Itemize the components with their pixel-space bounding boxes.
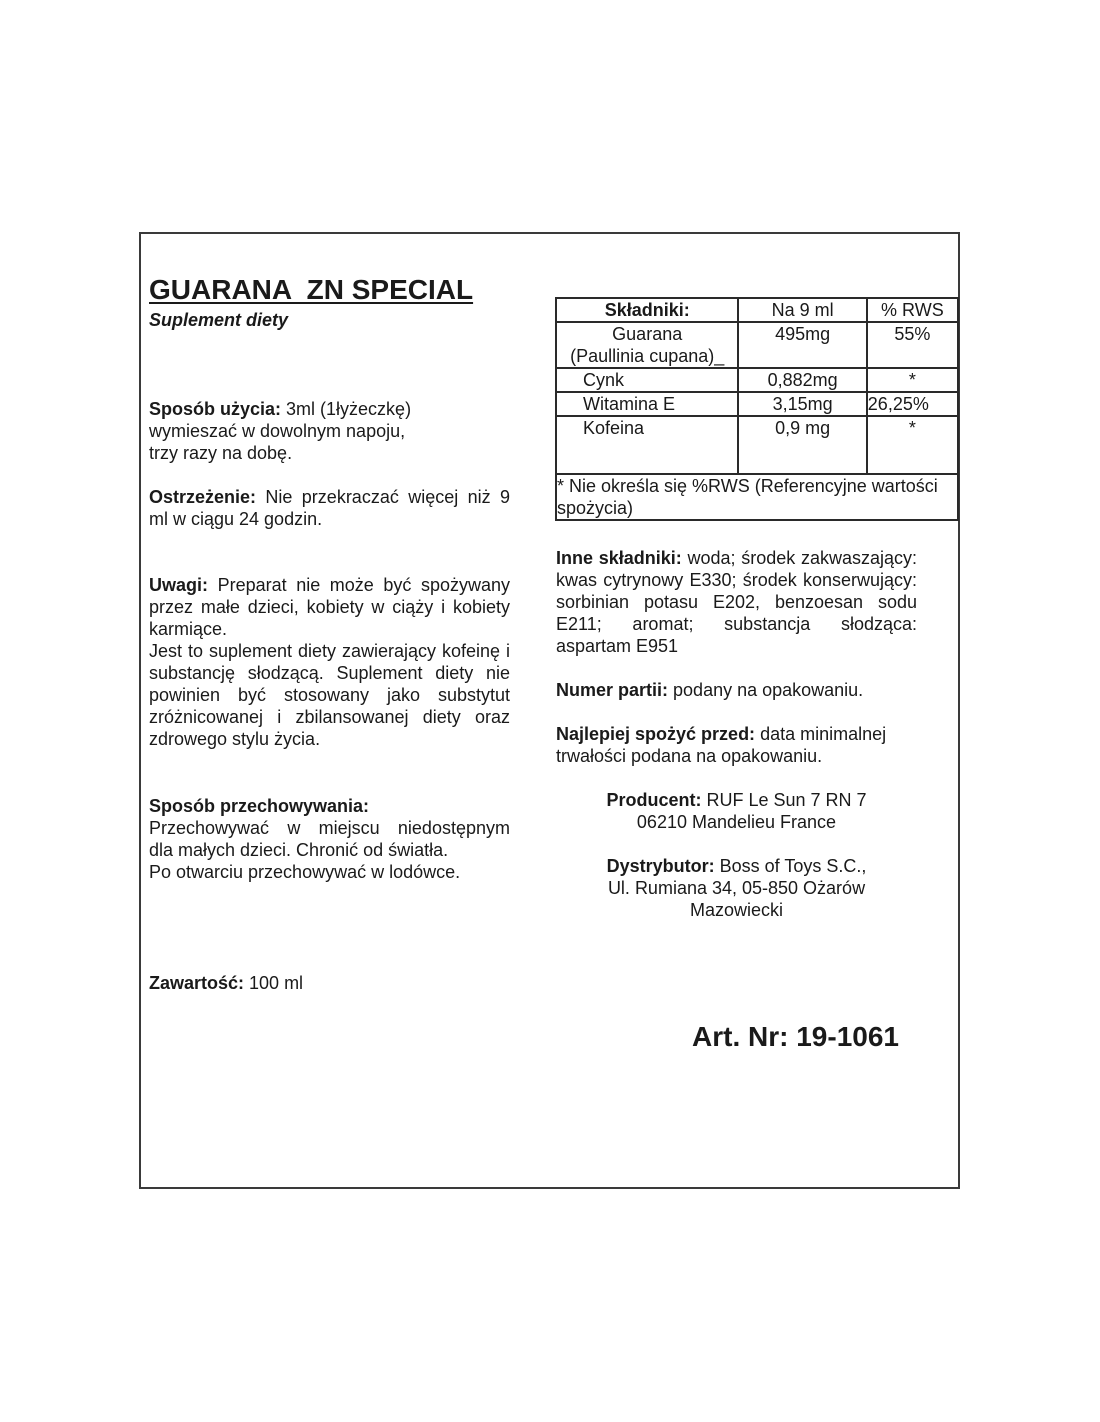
usage-text-line3: trzy razy na dobę. [149,443,293,463]
storage-section [149,795,510,883]
table-footnote-row [556,474,958,520]
usage-text-line1: 3ml (1łyżeczkę) [281,399,412,419]
content-label: Zawartość: [149,973,245,993]
ingredient-name: Witamina E [556,392,738,416]
distributor-line1: Boss of Toys S.C., [714,856,867,876]
storage-label: Sposób przechowywania: [149,796,370,816]
best-before-label: Najlepiej spożyć przed: [556,724,756,744]
warning-section [149,486,510,530]
best-before-text: data minimalnej trwałości podana na opakowaniu. [556,724,887,766]
usage-label: Sposób użycia: [149,399,282,419]
warning-text: Nie przekraczać więcej niż 9 ml w ciągu 24 godzin. [149,487,510,529]
usage-text-line2: wymieszać w dowolnym napoju, [149,421,406,441]
table-row [556,392,958,416]
ingredient-name: Cynk [556,368,738,392]
table-row [556,368,958,392]
distributor-line2: Ul. Rumiana 34, 05-850 Ożarów [607,878,866,898]
content-value: 100 ml [244,973,304,993]
ingredients-table [555,297,959,521]
table-row [556,416,958,474]
product-subtitle: Suplement diety [149,310,289,330]
ingredient-amount: 0,9 mg [738,416,866,474]
ingredient-amount: 495mg [738,322,866,368]
producer-section [556,789,917,833]
warning-label: Ostrzeżenie: [149,487,257,507]
ingredient-amount: 0,882mg [738,368,866,392]
ingredient-name: Kofeina [556,416,738,474]
producer-label: Producent: [606,790,702,810]
ingredient-rws: * [867,416,958,474]
storage-line1: Przechowywać w miejscu niedostępnym [149,818,510,838]
storage-line3: Po otwarciu przechowywać w lodówce. [149,862,461,882]
distributor-line3: Mazowiecki [689,900,784,920]
notes-text-1: Preparat nie może być spożywany przez małe dzieci, kobiety w ciąży i kobiety karmiące. [149,575,510,639]
distributor-label: Dystrybutor: [606,856,715,876]
batch-section [556,679,917,701]
header-ingredients: Składniki: [556,298,738,322]
usage-section [149,398,510,464]
producer-line2: 06210 Mandelieu France [636,812,837,832]
ingredient-rws: 55% [867,322,958,368]
ingredient-rws: 26,25% [867,392,958,416]
other-ingredients-section [556,547,917,657]
other-ingredients-text: woda; środek zakwaszający: kwas cytrynowy E330; środek konserwujący: sorbinian potasu E202, benzoesan sodu E211; aromat; substancja słodząca: aspartam E951 [556,548,917,656]
table-header-row [556,298,958,322]
table-footnote: * Nie określa się %RWS (Referencyjne wartości spożycia) [556,474,958,520]
best-before-section [556,723,917,767]
notes-paragraph-2: Jest to suplement diety zawierający kofeinę i substancję słodzącą. Suplement diety nie powinien być stosowany jako substytut zróżnicowanej i zbilansowanej diety oraz zdrowego stylu życia. [149,641,510,749]
table-row [556,322,958,368]
header-amount: Na 9 ml [738,298,866,322]
notes-paragraph-1 [149,574,510,640]
notes-section [149,574,510,750]
other-ingredients-label: Inne składniki: [556,548,682,568]
ingredient-name-line2: (Paullinia cupana)_ [570,346,725,366]
article-number: Art. Nr: 19-1061 [692,1021,899,1052]
distributor-section [556,855,917,921]
batch-label: Numer partii: [556,680,669,700]
storage-line2: dla małych dzieci. Chronić od światła. [149,840,449,860]
ingredient-rws: * [867,368,958,392]
ingredient-name [556,322,738,368]
product-label [139,232,960,1189]
header-rws: % RWS [867,298,958,322]
product-title: GUARANA ZN SPECIAL [149,274,474,305]
producer-line1: RUF Le Sun 7 RN 7 [701,790,867,810]
content-section [149,972,510,994]
ingredient-name-line1: Guarana [612,324,683,344]
batch-text: podany na opakowaniu. [668,680,864,700]
notes-label: Uwagi: [149,575,209,595]
ingredient-amount: 3,15mg [738,392,866,416]
